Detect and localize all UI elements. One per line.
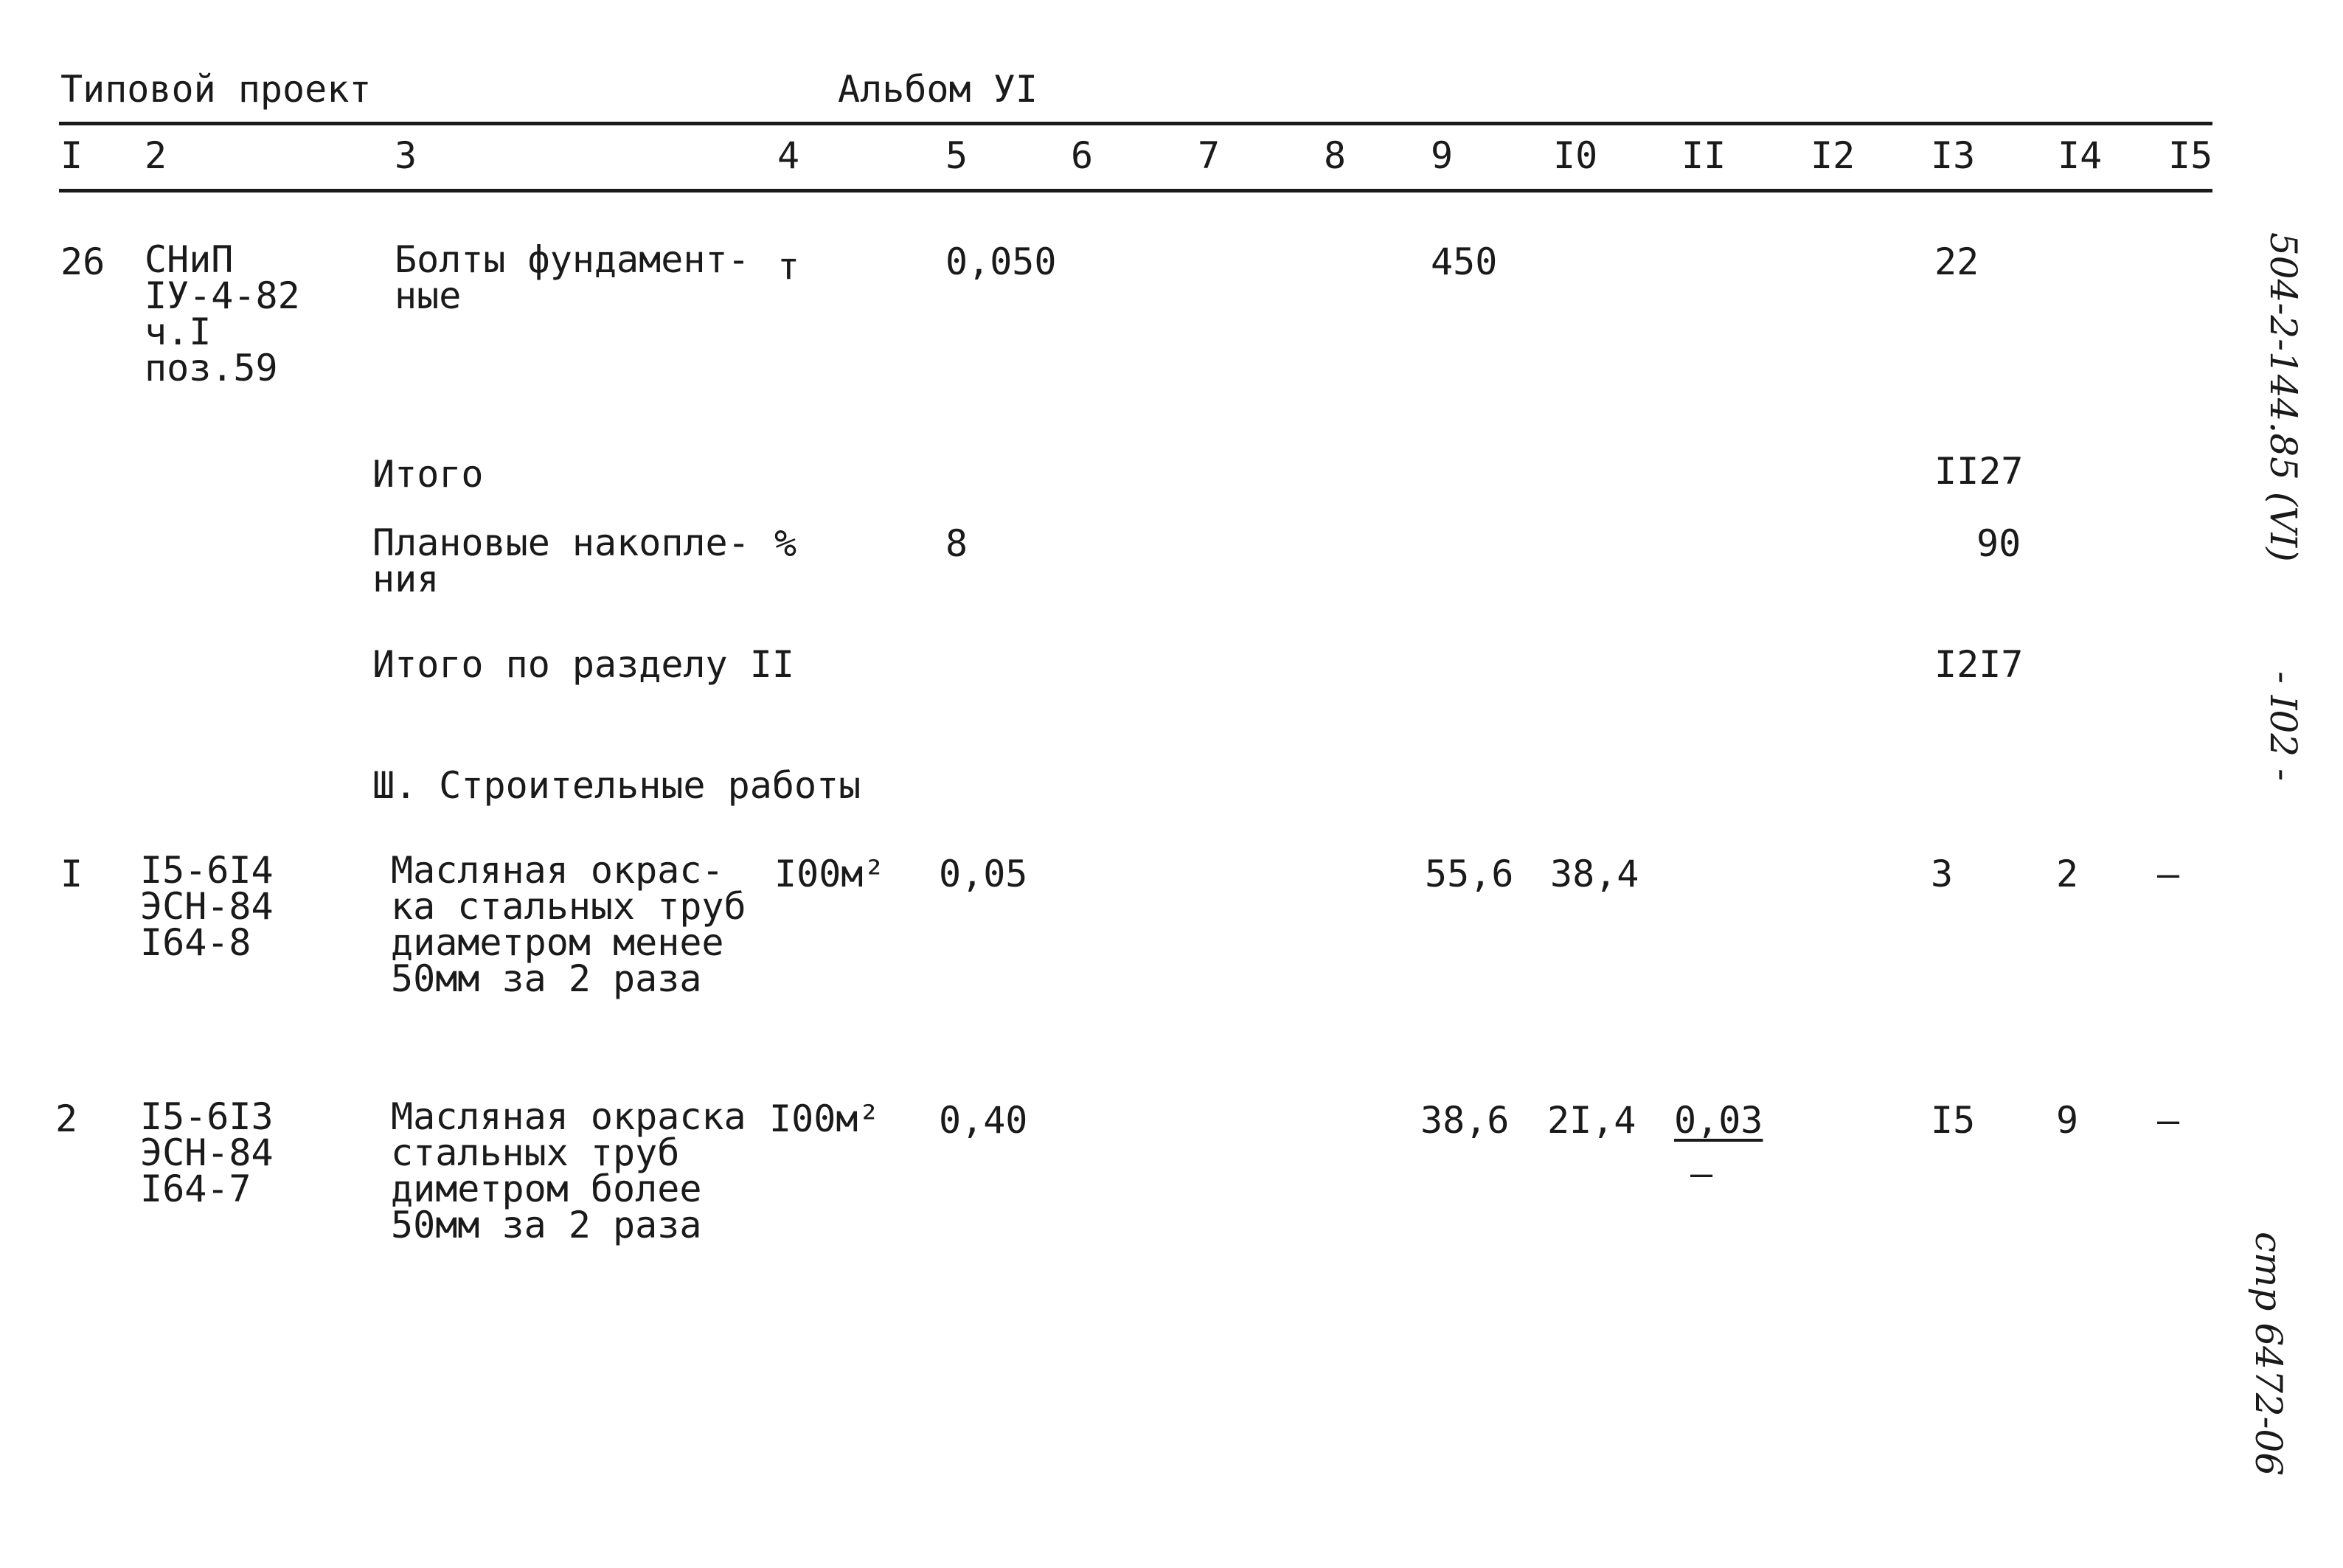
col11-sub-value: – bbox=[1690, 1152, 1713, 1195]
column-number: 4 bbox=[777, 134, 800, 177]
quantity: 0,05 bbox=[939, 853, 1028, 895]
col13-value: II27 bbox=[1934, 450, 2024, 493]
row-number: 2 bbox=[55, 1097, 78, 1140]
column-number: 2 bbox=[145, 134, 167, 177]
norm-code: СНиП IУ-4-82 ч.I поз.59 bbox=[145, 238, 300, 389]
section-heading: Ш. Строительные работы bbox=[372, 764, 861, 807]
header-top-rule bbox=[59, 122, 2212, 125]
col9-value: 38,6 bbox=[1420, 1099, 1510, 1142]
col11-value: 0,03 bbox=[1674, 1099, 1763, 1142]
column-number: I4 bbox=[2058, 134, 2103, 177]
row-number: I bbox=[60, 853, 83, 895]
margin-reference: стр 6472-06 bbox=[2247, 1232, 2290, 1477]
col14-value: 2 bbox=[2056, 853, 2079, 895]
item-name: Масляная окрас- ка стальных труб диаметром менее 50мм за 2 раза bbox=[391, 849, 746, 1000]
quantity: 0,40 bbox=[939, 1099, 1028, 1142]
unit: I00м² bbox=[774, 853, 886, 895]
column-number: I3 bbox=[1931, 134, 1976, 177]
album-label: Альбом УІ bbox=[838, 68, 1038, 111]
col10-value: 38,4 bbox=[1550, 853, 1639, 895]
project-label: Типовой проект bbox=[60, 68, 372, 111]
column-number: II bbox=[1681, 134, 1726, 177]
col9-value: 55,6 bbox=[1425, 853, 1514, 895]
column-number: 9 bbox=[1431, 134, 1454, 177]
column-number: I5 bbox=[2168, 134, 2213, 177]
col13-value: 22 bbox=[1934, 240, 1979, 283]
column-number: I0 bbox=[1553, 134, 1598, 177]
header-bottom-rule bbox=[59, 189, 2212, 192]
column-number: I2 bbox=[1811, 134, 1856, 177]
quantity: 0,050 bbox=[945, 240, 1057, 283]
norm-code: I5-6I3 ЭСН-84 I64-7 bbox=[140, 1095, 274, 1210]
item-name: Масляная окраска стальных труб диметром более 50мм за 2 раза bbox=[391, 1095, 746, 1246]
column-number: 7 bbox=[1198, 134, 1221, 177]
col13-value: I2I7 bbox=[1934, 643, 2024, 686]
item-name: Итого по разделу II bbox=[372, 643, 794, 686]
unit: I00м² bbox=[769, 1097, 881, 1140]
col9-value: 450 bbox=[1431, 240, 1498, 283]
quantity: 8 bbox=[945, 522, 968, 565]
column-number: 5 bbox=[945, 134, 968, 177]
column-number: 6 bbox=[1071, 134, 1094, 177]
norm-code: I5-6I4 ЭСН-84 I64-8 bbox=[140, 849, 274, 964]
column-number: 3 bbox=[395, 134, 417, 177]
col15-value: – bbox=[2157, 1099, 2180, 1142]
col13-value: 3 bbox=[1931, 853, 1954, 895]
margin-stamp: 504-2-144.85 (VI) bbox=[2262, 232, 2305, 562]
item-name: Болты фундамент- ные bbox=[395, 238, 750, 317]
item-name: Плановые накопле- ния bbox=[372, 521, 750, 600]
col15-value: – bbox=[2157, 853, 2180, 895]
item-name: Итого bbox=[372, 453, 484, 496]
margin-page-number: - I02 - bbox=[2262, 671, 2305, 781]
unit: % bbox=[774, 522, 797, 565]
col10-value: 2I,4 bbox=[1547, 1099, 1636, 1142]
unit: т bbox=[777, 245, 800, 288]
column-number: 8 bbox=[1324, 134, 1347, 177]
row-number: 26 bbox=[60, 240, 105, 283]
col13-value: I5 bbox=[1931, 1099, 1976, 1142]
column-number: I bbox=[60, 134, 83, 177]
col13-value: 90 bbox=[1976, 522, 2021, 565]
col14-value: 9 bbox=[2056, 1099, 2079, 1142]
